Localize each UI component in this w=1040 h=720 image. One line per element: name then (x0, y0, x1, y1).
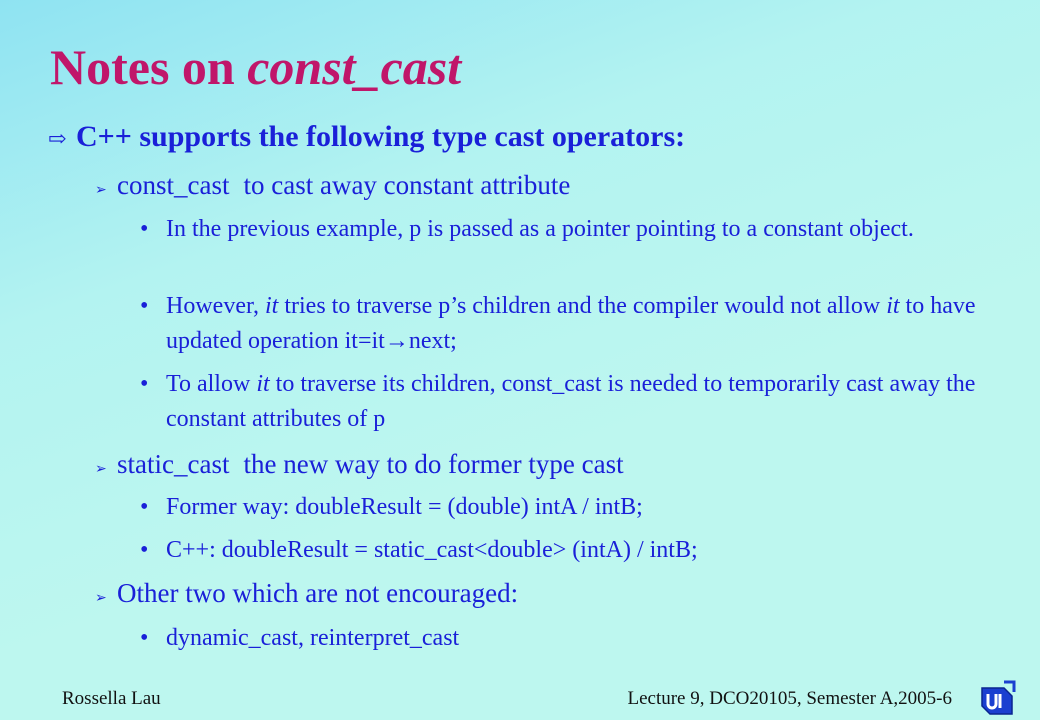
title-italic: const_cast (247, 39, 462, 95)
detail-item (140, 289, 1006, 359)
bullet-icon: • (140, 537, 149, 563)
detail-text: However, it tries to traverse p’s children and the compiler would not allow it to have updated operation it=it→next; (166, 293, 976, 354)
sub-bullet-desc: to cast away constant attribute (243, 170, 571, 200)
detail-item (140, 212, 1006, 247)
sub-bullet-other (95, 578, 518, 609)
detail-item (140, 367, 1006, 437)
bullet-icon: • (140, 371, 149, 397)
footer-course: Lecture 9, DCO20105, Semester A,2005-6 (627, 688, 952, 709)
arrowhead-icon: ➢ (95, 183, 107, 198)
title-prefix: Notes on (50, 39, 248, 95)
footer-author: Rossella Lau (62, 688, 161, 709)
detail-item (140, 621, 459, 656)
bullet-icon: • (140, 494, 149, 520)
sub-bullet-name: const_cast (117, 170, 230, 200)
bullet-icon: • (140, 625, 149, 651)
detail-item (140, 490, 643, 525)
detail-text: In the previous example, p is passed as a pointer pointing to a constant object. (166, 216, 914, 242)
sub-bullet-const-cast (95, 170, 570, 201)
bullet-icon: • (140, 293, 149, 319)
arrowhead-icon: ➢ (95, 591, 107, 606)
detail-text: Former way: doubleResult = (double) intA / intB; (166, 494, 643, 520)
sub-bullet-desc: the new way to do former type cast (243, 449, 624, 479)
slide-title (50, 40, 461, 95)
hollow-arrow-icon: ⇨ (48, 126, 67, 151)
institution-logo-icon (976, 678, 1018, 720)
sub-bullet-static-cast (95, 449, 624, 480)
detail-item (140, 533, 698, 568)
detail-text: C++: doubleResult = static_cast<double> (intA) / intB; (166, 537, 698, 563)
detail-text: To allow it to traverse its children, const_cast is needed to temporarily cast away the constant attributes of p (166, 371, 976, 432)
arrowhead-icon: ➢ (95, 462, 107, 477)
sub-bullet-name: static_cast (117, 449, 230, 479)
detail-text: dynamic_cast, reinterpret_cast (166, 625, 460, 651)
bullet-icon: • (140, 216, 149, 242)
sub-bullet-name: Other two which are not encouraged: (117, 578, 519, 608)
main-bullet (48, 120, 685, 154)
main-bullet-text: C++ supports the following type cast operators: (76, 120, 686, 153)
right-arrow-icon: → (384, 328, 409, 354)
